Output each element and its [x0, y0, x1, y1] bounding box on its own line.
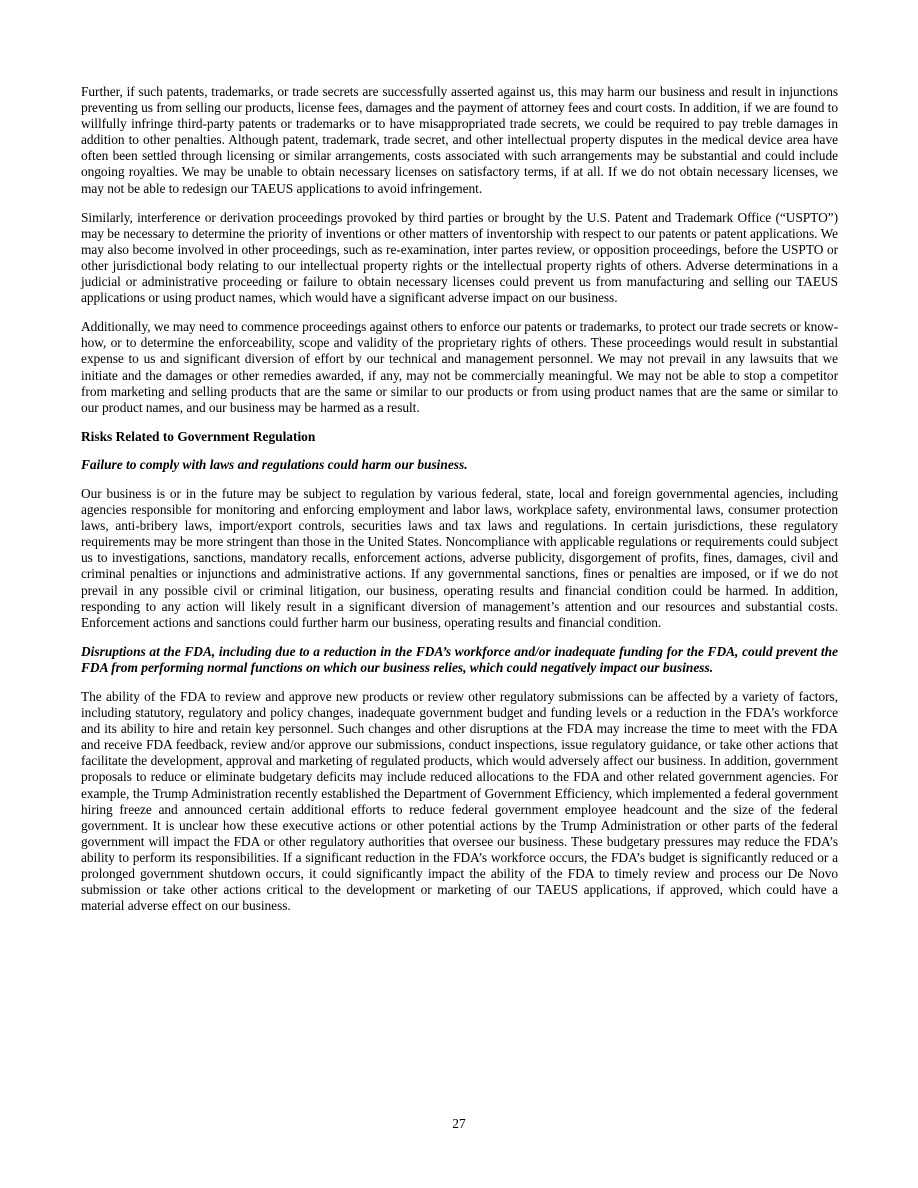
paragraph-interference-proceedings: Similarly, interference or derivation proceedings provoked by third parties or brought by the U.S. Patent and Trademark Office (“USPTO”) may be necessary to determine the priority of inventions or other matters of inventorship with respect to our patents or patent applications. We may also become involved in other proceedings, such as re-examination, inter partes review, or opposition proceedings, before the USPTO or other jurisdictional body relating to our intellectual property rights or the intellectual property rights of others. Adverse determinations in a judicial or administrative proceeding or failure to obtain necessary licenses could prevent us from manufacturing and selling our TAEUS applications or using product names, which would have a significant adverse impact on our business.	[81, 209, 838, 306]
paragraph-patent-assertion: Further, if such patents, trademarks, or trade secrets are successfully asserted against us, this may harm our business and result in injunctions preventing us from selling our products, license fees, damages and the payment of attorney fees and court costs. In addition, if we are found to willfully infringe third-party patents or trademarks or to have misappropriated trade secrets, we could be required to pay treble damages in addition to other penalties. Although patent, trademark, trade secret, and other intellectual property disputes in the medical device area have often been settled through licensing or similar arrangements, costs associated with such arrangements may be substantial and could include ongoing royalties. We may be unable to obtain necessary licenses on satisfactory terms, if at all. If we do not obtain necessary licenses, we may not be able to redesign our TAEUS applications to avoid infringement.	[81, 84, 838, 196]
risk-title-fda-disruptions: Disruptions at the FDA, including due to a reduction in the FDA’s workforce and/or inadequate funding for the FDA, could prevent the FDA from performing normal functions on which our business relies, which could negatively impact our business.	[81, 643, 838, 675]
paragraph-fda-disruptions: The ability of the FDA to review and approve new products or review other regulatory submissions can be affected by a variety of factors, including statutory, regulatory and policy changes, inadequate government budget and funding levels or a reduction in the FDA’s workforce and its ability to hire and retain key personnel. Such changes and other disruptions at the FDA may increase the time to meet with the FDA and receive FDA feedback, review and/or approve our submissions, conduct inspections, issue regulatory guidance, or take other actions that facilitate the development, approval and marketing of regulated products, which would adversely affect our business. In addition, government proposals to reduce or eliminate budgetary deficits may include reduced allocations to the FDA and other related government agencies. For example, the Trump Administration recently established the Department of Government Efficiency, which implemented a federal government hiring freeze and announced certain additional efforts to reduce federal government employee headcount and the size of the federal government. It is unclear how these executive actions or other potential actions by the Trump Administration or other parts of the federal government will impact the FDA or other regulatory authorities that oversee our business. These budgetary pressures may reduce the FDA’s ability to perform its responsibilities. If a significant reduction in the FDA’s workforce occurs, the FDA’s budget is significantly reduced or a prolonged government shutdown occurs, it could significantly impact the ability of the FDA to timely review and process our De Novo submission or take other actions critical to the development or marketing of our TAEUS applications, if approved, which could have a material adverse effect on our business.	[81, 689, 838, 914]
page-number: 27	[452, 1116, 466, 1131]
risk-title-compliance: Failure to comply with laws and regulations could harm our business.	[81, 456, 468, 472]
document-page	[81, 84, 838, 927]
paragraph-enforcement-proceedings: Additionally, we may need to commence proceedings against others to enforce our patents or trademarks, to protect our trade secrets or know-how, or to determine the enforceability, scope and validity of the proprietary rights of others. These proceedings would result in substantial expense to us and significant diversion of effort by our technical and management personnel. We may not prevail in any lawsuits that we initiate and the damages or other remedies awarded, if any, may not be commercially meaningful. We may not be able to stop a competitor from marketing and selling products that are the same or similar to our products or from using product names that are the same or similar to our product names, and our business may be harmed as a result.	[81, 319, 838, 415]
section-heading: Risks Related to Government Regulation	[81, 428, 316, 444]
paragraph-compliance: Our business is or in the future may be subject to regulation by various federal, state, local and foreign governmental agencies, including agencies responsible for monitoring and enforcing employment and labor laws, workplace safety, environmental laws, consumer protection laws, anti-bribery laws, import/export controls, securities laws and tax laws and regulations. In certain jurisdictions, these regulatory requirements may be more stringent than those in the United States. Noncompliance with applicable regulations or requirements could subject us to investigations, sanctions, mandatory recalls, enforcement actions, adverse publicity, disgorgement of profits, fines, damages, civil and criminal penalties or injunctions and administrative actions. If any governmental sanctions, fines or penalties are imposed, or if we do not prevail in any possible civil or criminal litigation, our business, operating results and financial condition could be harmed. In addition, responding to any action will likely result in a significant diversion of management’s attention and our resources and substantial costs. Enforcement actions and sanctions could further harm our business, operating results and financial condition.	[81, 485, 838, 630]
